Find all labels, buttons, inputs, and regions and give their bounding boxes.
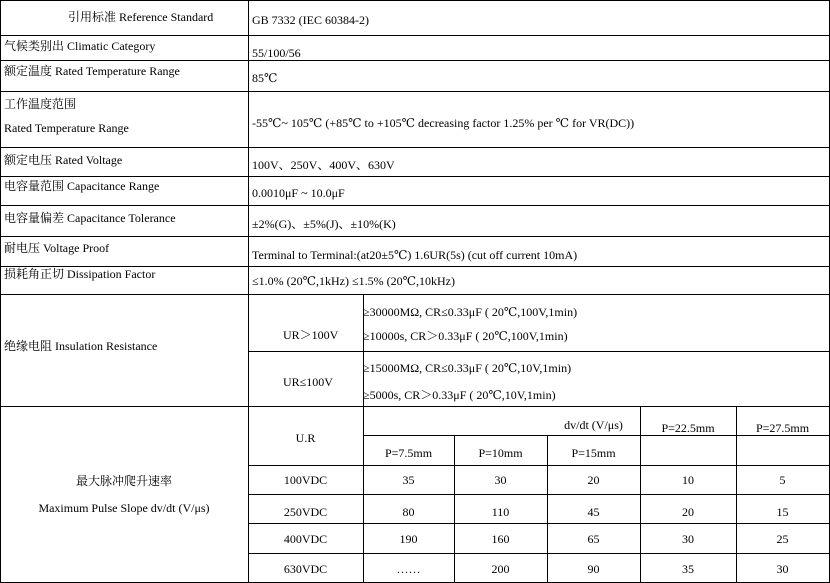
pulse-value-cell: 20 [587, 473, 600, 487]
reference-standard-label: 引用标准 Reference Standard [68, 10, 214, 24]
pulse-value-cell: 30 [494, 473, 507, 487]
insulation-low-line-2: ≥5000s, CR＞0.33μF ( 20℃,10V,1min) [363, 388, 556, 402]
pulse-value-cell: 200 [491, 562, 510, 576]
capacitance-tolerance-label: 电容量偏差 Capacitance Tolerance [4, 211, 176, 225]
pulse-value-cell: 160 [491, 532, 510, 546]
pulse-value-cell: 10 [682, 473, 694, 487]
insulation-condition-low: UR≤100V [283, 375, 333, 389]
ur-cell: 630VDC [283, 562, 328, 576]
operating-temperature-label-cn: 工作温度范围 [4, 97, 77, 111]
capacitance-range-value: 0.0010μF ~ 10.0μF [252, 186, 345, 200]
operating-temperature-value: -55℃~ 105℃ (+85℃ to +105℃ decreasing factor 1.25% per ℃ for VR(DC)) [252, 116, 635, 130]
pulse-value-cell: 5 [779, 473, 786, 487]
insulation-condition-high: UR＞100V [283, 328, 339, 342]
pulse-value-cell: 110 [491, 505, 510, 519]
rated-voltage-value: 100V、250V、400V、630V [252, 158, 395, 172]
pitch-27-5-header: P=27.5mm [755, 421, 810, 435]
pulse-value-cell: 190 [399, 532, 418, 546]
ur-cell: 400VDC [283, 532, 328, 546]
dissipation-factor-value: ≤1.0% (20℃,1kHz) ≤1.5% (20℃,10kHz) [252, 274, 455, 288]
capacitance-tolerance-value: ±2%(G)、±5%(J)、±10%(K) [252, 217, 396, 231]
pulse-value-cell: 30 [682, 532, 694, 546]
operating-temperature-label-en: Rated Temperature Range [4, 121, 129, 135]
insulation-resistance-label: 绝缘电阻 Insulation Resistance [4, 339, 158, 353]
dvdt-header: dv/dt (V/μs) [564, 418, 623, 432]
insulation-high-line-1: ≥30000MΩ, CR≤0.33μF ( 20℃,100V,1min) [363, 305, 578, 319]
pulse-value-cell: …… [396, 562, 421, 576]
pulse-value-cell: 30 [776, 562, 789, 576]
pulse-value-cell: 80 [402, 505, 415, 519]
ur-header: U.R [295, 431, 316, 445]
insulation-low-line-1: ≥15000MΩ, CR≤0.33μF ( 20℃,10V,1min) [363, 361, 572, 375]
dissipation-factor-label: 损耗角正切 Dissipation Factor [4, 267, 156, 281]
climatic-category-label: 气候类别出 Climatic Category [4, 39, 156, 53]
pulse-value-cell: 90 [587, 562, 600, 576]
ur-cell: 100VDC [283, 473, 328, 487]
pulse-value-cell: 25 [776, 532, 789, 546]
capacitance-range-label: 电容量范围 Capacitance Range [4, 179, 160, 193]
climatic-category-value: 55/100/56 [252, 46, 301, 60]
pulse-value-cell: 20 [682, 505, 694, 519]
pitch-header: P=15mm [571, 446, 616, 460]
pulse-slope-label-cn: 最大脉冲爬升速率 [75, 474, 172, 488]
pulse-value-cell: 65 [587, 532, 600, 546]
reference-standard-value: GB 7332 (IEC 60384-2) [252, 13, 369, 27]
pulse-value-cell: 15 [776, 505, 789, 519]
insulation-high-line-2: ≥10000s, CR＞0.33μF ( 20℃,100V,1min) [363, 329, 568, 343]
pitch-22-5-header: P=22.5mm [661, 421, 715, 435]
voltage-proof-value: Terminal to Terminal:(at20±5℃) 1.6UR(5s) (cut off current 10mA) [252, 248, 578, 262]
pitch-header: P=7.5mm [384, 446, 433, 460]
ur-cell: 250VDC [283, 505, 328, 519]
pitch-header: P=10mm [478, 446, 523, 460]
pulse-value-cell: 35 [682, 562, 694, 576]
pulse-slope-label-en: Maximum Pulse Slope dv/dt (V/μs) [38, 501, 210, 515]
rated-temperature-label: 额定温度 Rated Temperature Range [4, 64, 180, 78]
rated-voltage-label: 额定电压 Rated Voltage [4, 153, 123, 167]
pulse-value-cell: 45 [587, 505, 600, 519]
rated-temperature-value: 85℃ [252, 71, 278, 85]
voltage-proof-label: 耐电压 Voltage Proof [4, 241, 110, 255]
pulse-value-cell: 35 [402, 473, 415, 487]
